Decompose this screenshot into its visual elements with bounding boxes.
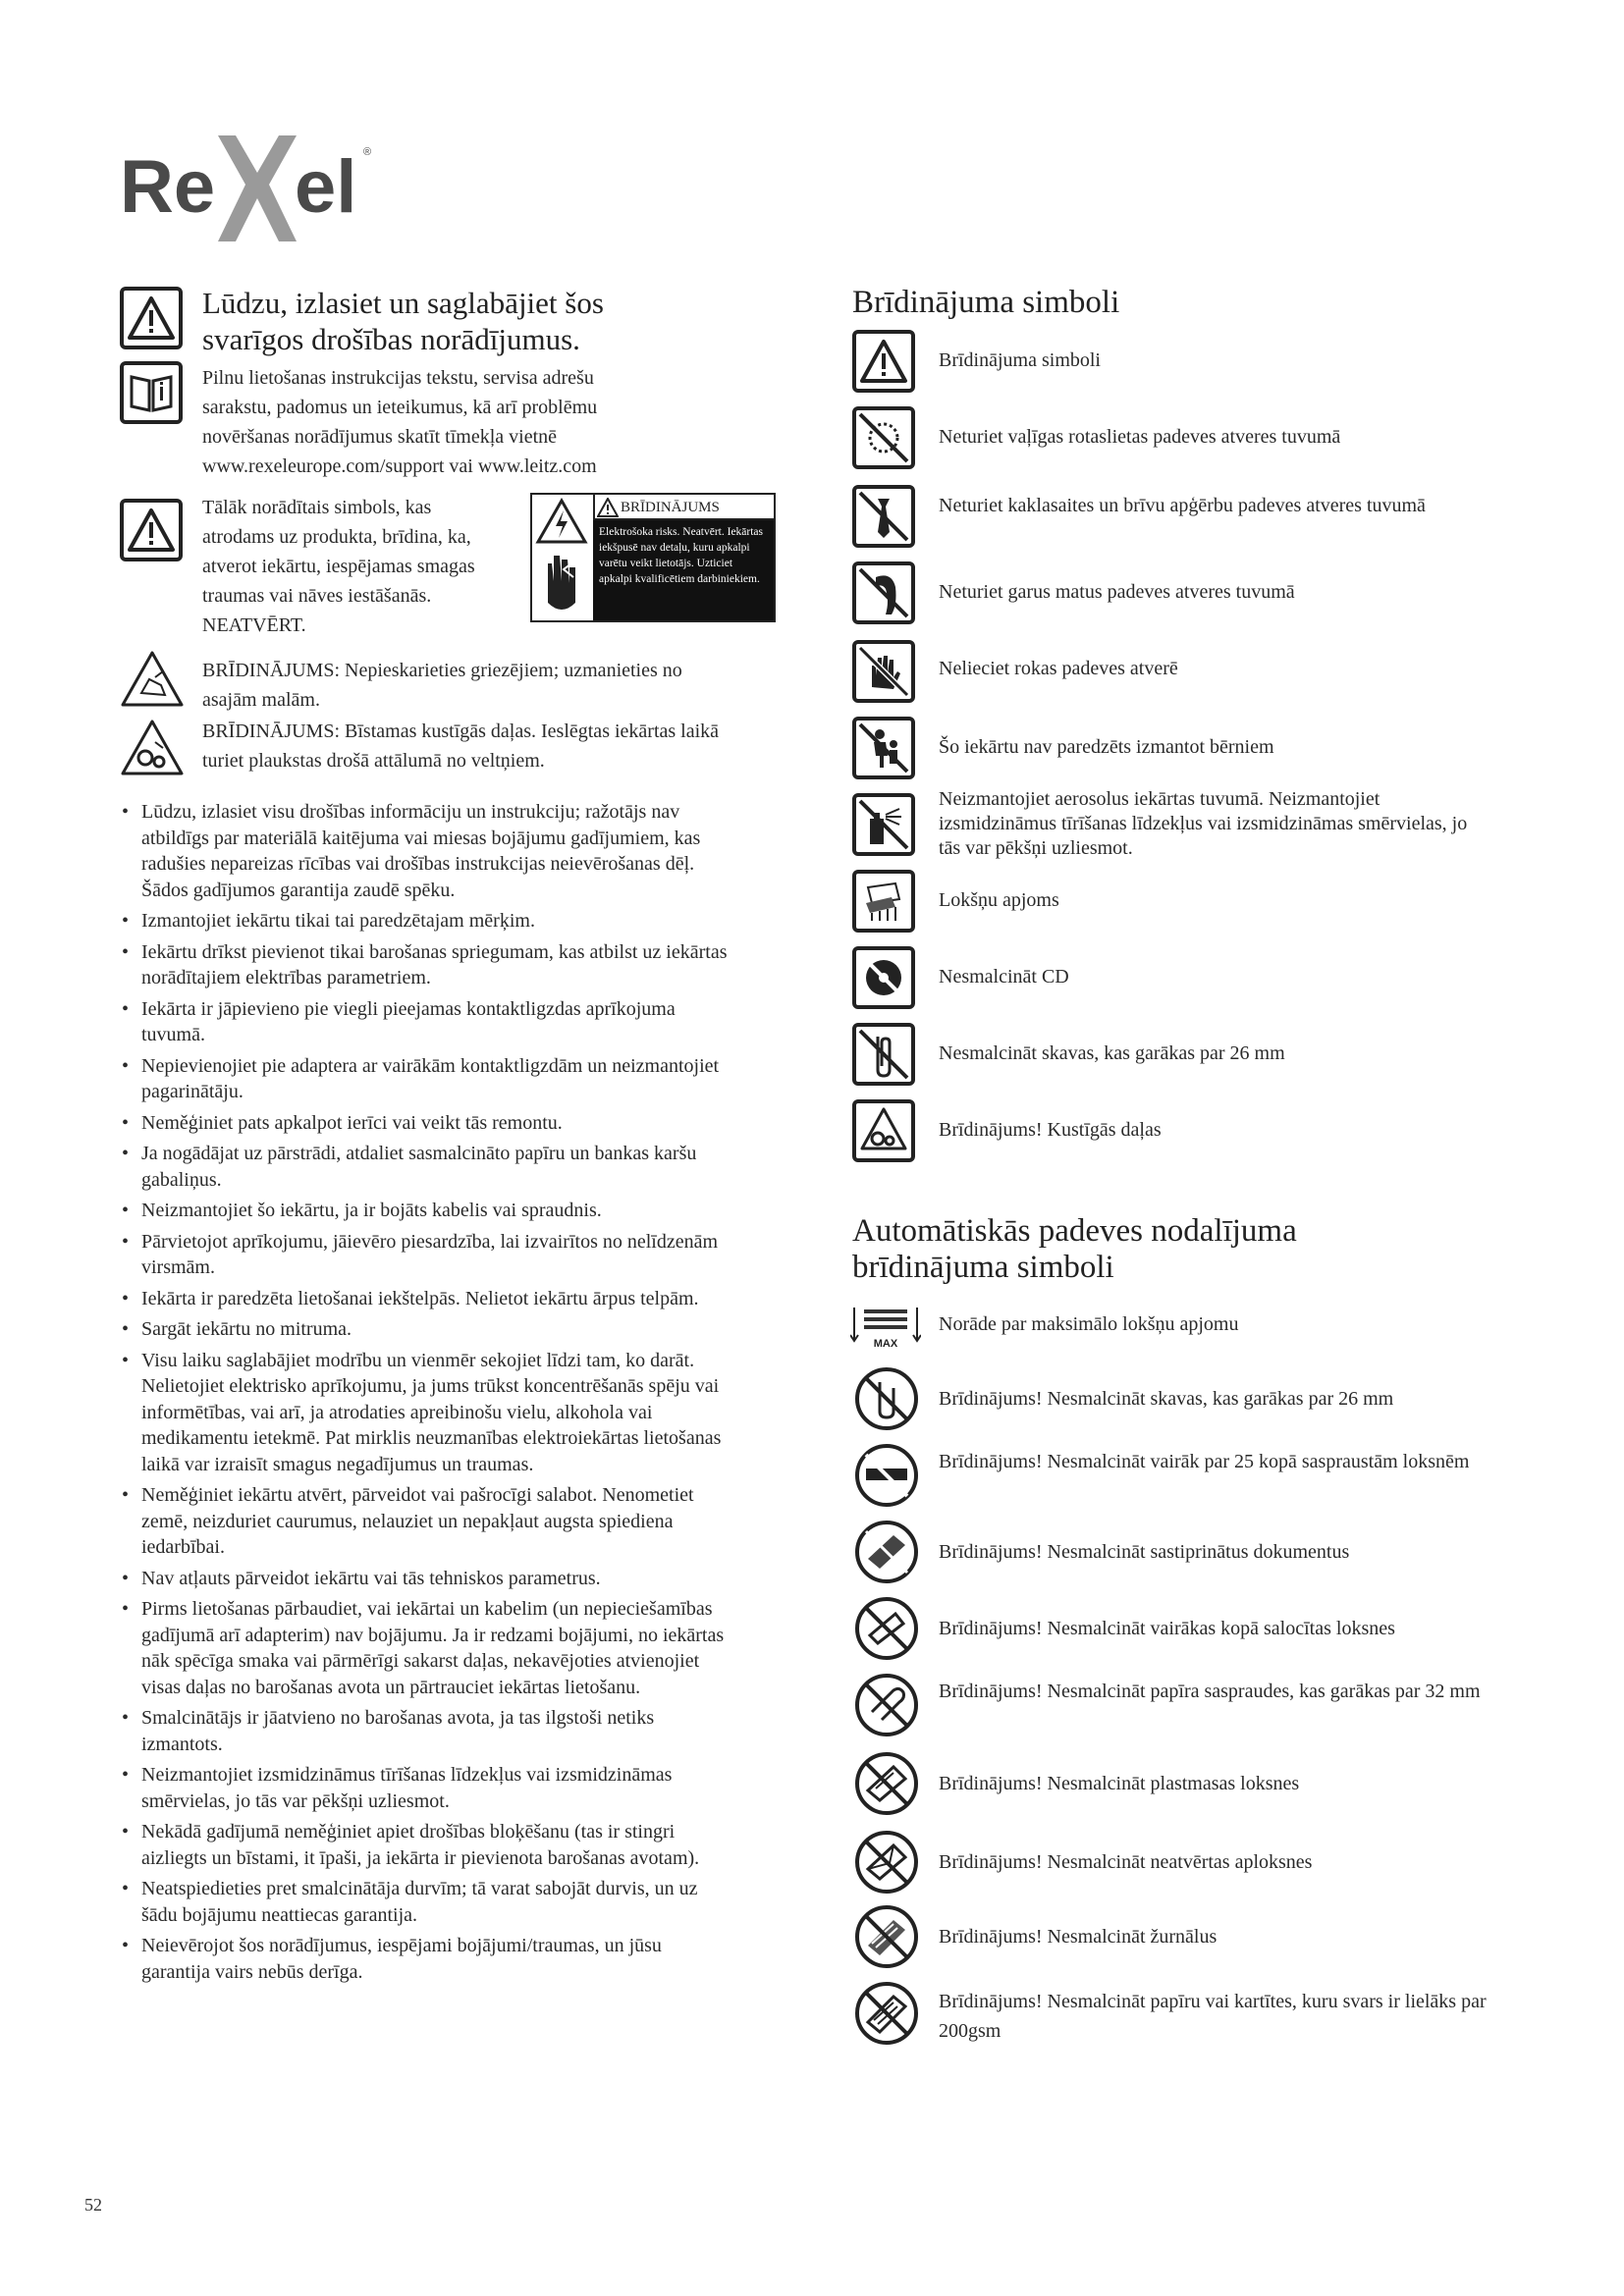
- list-item: • Izmantojiet iekārtu tikai tai paredzētajam mērķim.: [120, 908, 729, 934]
- svg-text:Re: Re: [120, 145, 216, 229]
- symbol-text: Lokšņu apjoms: [939, 889, 1059, 911]
- no-staples-circle-icon: [854, 1366, 919, 1431]
- symbol-text: Brīdinājums! Nesmalcināt sastiprinātus dokumentus: [939, 1541, 1350, 1563]
- no-staples-icon: [852, 1023, 915, 1086]
- symbol-text: Brīdinājums! Nesmalcināt plastmasas loksnes: [939, 1773, 1300, 1794]
- symbol-text: Brīdinājums! Nesmalcināt vairākas kopā salocītas loksnes: [939, 1618, 1395, 1639]
- svg-text:®: ®: [363, 146, 372, 158]
- list-item: • Lūdzu, izlasiet visu drošības informāciju un instrukciju; ražotājs nav atbildīgs par materiālā kaitējuma vai miesas bojājumu gadījumiem, kas radušies nepareizas rīcības vai drošības instrukcijas neievērošanas dēļ. Šādos gadījumos garantija zaudē spēku.: [120, 799, 729, 903]
- list-item: • Neievērojot šos norādījumus, iespējami bojājumi/traumas, un jūsu garantija vairs nebūs derīga.: [120, 1933, 729, 1985]
- page-number: 52: [84, 2195, 102, 2215]
- symbol-text: Brīdinājums! Nesmalcināt papīru vai kartītes, kuru svars ir lielāks par 200gsm: [939, 1991, 1487, 2042]
- list-item: • Nekādā gadījumā neměģiniet apiet drošības bloķēšanu (tas ir stingri aizliegts un bīstami, it īpaši, ja iekārta ir pievienota barošanas avotam).: [120, 1819, 729, 1871]
- symbol-text: Neturiet kaklasaites un brīvu apģērbu padeves atveres tuvumā: [939, 495, 1426, 516]
- symbol-text: Brīdinājuma simboli: [939, 349, 1101, 371]
- no-bound-docs-icon: [854, 1520, 919, 1584]
- list-item: • Neměģiniet pats apkalpot ierīci vai veikt tās remontu.: [120, 1110, 729, 1137]
- warning-moving-parts: BRĪDINĀJUMS: Bīstamas kustīgās daļas. Ieslēgtas iekārtas laikā turiet plaukstas drošā attālumā no veltņiem.: [202, 721, 720, 772]
- no-hands-icon: [852, 640, 915, 703]
- list-item: • Iekārta ir jāpievieno pie viegli pieejamas kontaktligzdas aprīkojuma tuvumā.: [120, 996, 729, 1048]
- svg-text:el: el: [295, 145, 357, 229]
- warning-small-icon: [597, 498, 619, 517]
- list-item: • Nepievienojiet pie adaptera ar vairākām kontaktligzdām un neizmantojiet pagarinātāju.: [120, 1053, 729, 1105]
- warning-triangle-icon: [120, 499, 183, 561]
- no-envelopes-icon: [854, 1830, 919, 1895]
- list-item: • Iekārtu drīkst pievienot tikai barošanas spriegumam, kas atbilst uz iekārtas norādītajiem elektrības parametriem.: [120, 939, 729, 991]
- no-aerosol-icon: [852, 793, 915, 856]
- max-label: MAX: [873, 1338, 898, 1350]
- cutting-hazard-icon: [120, 650, 185, 709]
- no-folded-sheets-icon: [854, 1596, 919, 1661]
- warning-label-body: Elektrošoka risks. Neatvērt. Iekārtas iekšpusē nav detaļu, kuru apkalpi varētu veikt lietotājs. Uzticiet apkalpi kvalificētiem darbiniekiem.: [593, 520, 774, 620]
- symbol-text: Nelieciet rokas padeves atverē: [939, 658, 1178, 679]
- list-item: • Neizmantojiet izsmidzināmus tīrīšanas līdzekļus vai izsmidzināmas smērvielas, jo tās var pēkšņi uzliesmot.: [120, 1762, 729, 1814]
- no-cd-icon: [852, 946, 915, 1009]
- max-sheets-icon: [850, 1306, 921, 1351]
- list-item: • Smalcinātājs ir jāatvieno no barošanas avota, ja tas ilgstoši netiks izmantots.: [120, 1705, 729, 1757]
- list-item: • Pārvietojot aprīkojumu, jāievēro piesardzība, lai izvairītos no nelīdzenām virsmām.: [120, 1229, 729, 1281]
- safety-title: Lūdzu, izlasiet un saglabājiet šos svarīgos drošības norādījumus.: [202, 286, 604, 356]
- symbol-text: Brīdinājums! Nesmalcināt skavas, kas garākas par 26 mm: [939, 1388, 1394, 1410]
- list-item: • Pirms lietošanas pārbaudiet, vai iekārtai un kabelim (un nepieciešamības gadījumā arī adapterim) nav bojājumu. Ja ir redzami bojājumi, no iekārtas nāk spēcīga smaka vai pārmērīgi sakarst daļas, nekavējoties atvienojiet visas daļas no barošanas avota un pārtrauciet iekārtas lietošanu.: [120, 1596, 729, 1700]
- no-stapled-25-icon: [854, 1443, 919, 1508]
- warning-triangle-icon: [120, 287, 183, 349]
- symbol-text: Brīdinājums! Nesmalcināt vairāk par 25 kopā saspraustām loksnēm: [939, 1451, 1470, 1472]
- warning-triangle-icon: [852, 330, 915, 393]
- list-item: • Sargāt iekārtu no mitruma.: [120, 1316, 729, 1343]
- symbol-text: Šo iekārtu nav paredzēts izmantot bērniem: [939, 736, 1274, 758]
- warning-label-header: BRĪDINĀJUMS: [593, 495, 774, 520]
- warning-symbols-heading: Brīdinājuma simboli: [852, 285, 1120, 320]
- no-plastic-sheets-icon: [854, 1751, 919, 1816]
- no-jewelry-icon: [852, 406, 915, 469]
- moving-parts-icon: [852, 1099, 915, 1162]
- list-item: • Neatspiedieties pret smalcinātāja durvīm; tā varat sabojāt durvis, un uz šādu bojājumu neattiecas garantija.: [120, 1876, 729, 1928]
- symbol-text: Brīdinājums! Kustīgās daļas: [939, 1119, 1162, 1141]
- symbol-text: Nesmalcināt skavas, kas garākas par 26 mm: [939, 1042, 1285, 1064]
- no-children-icon: [852, 717, 915, 779]
- symbol-text: Neturiet garus matus padeves atveres tuvumā: [939, 581, 1295, 603]
- symbol-text: Nesmalcināt CD: [939, 966, 1069, 988]
- symbol-note: Tālāk norādītais simbols, kas atrodams uz produkta, brīdina, ka, atverot iekārtu, iespējamas smagas traumas vai nāves iestāšanās. NEATVĒRT.: [202, 497, 475, 636]
- symbol-text: Neturiet vaļīgas rotaslietas padeves atveres tuvumā: [939, 426, 1341, 448]
- manual-book-icon: [120, 361, 183, 424]
- moving-parts-icon: [120, 719, 185, 777]
- auto-feed-heading: Automātiskās padeves nodalījuma brīdinājuma simboli: [852, 1213, 1297, 1285]
- rexel-logo: [120, 116, 385, 253]
- intro-text: Pilnu lietošanas instrukcijas tekstu, servisa adrešu sarakstu, padomus un ieteikumus, kā arī problēmu novēršanas norādījumus skatīt tīmekļa vietnē www.rexeleurope.com/support vai www.leitz.com: [202, 367, 598, 477]
- no-magazines-icon: [854, 1904, 919, 1969]
- symbol-text: Neizmantojiet aerosolus iekārtas tuvumā. Neizmantojiet izsmidzināmus tīrīšanas līdzekļus vai izsmidzināmas smērvielas, jo tās var pēkšņi uzliesmot.: [939, 788, 1468, 859]
- no-long-hair-icon: [852, 561, 915, 624]
- warning-label: [530, 493, 776, 622]
- no-heavy-card-icon: [854, 1981, 919, 2046]
- no-tie-icon: [852, 485, 915, 548]
- symbol-text: Brīdinājums! Nesmalcināt papīra saspraudes, kas garākas par 32 mm: [939, 1681, 1481, 1702]
- symbol-text: Brīdinājums! Nesmalcināt neatvērtas aploksnes: [939, 1851, 1313, 1873]
- list-item: • Neizmantojiet šo iekārtu, ja ir bojāts kabelis vai spraudnis.: [120, 1198, 729, 1224]
- symbol-text: Norāde par maksimālo lokšņu apjomu: [939, 1313, 1239, 1335]
- warning-cutters: BRĪDINĀJUMS: Nepieskarieties griezējiem; uzmanieties no asajām malām.: [202, 660, 682, 711]
- safety-bullet-list: [120, 799, 729, 1990]
- sheet-capacity-icon: [852, 870, 915, 933]
- list-item: • Neměģiniet iekārtu atvērt, pārveidot vai pašrocīgi salabot. Nenometiet zemē, neizduriet caurumus, nelauziet un nepakļaut augsta spiediena iedarbībai.: [120, 1482, 729, 1561]
- list-item: • Nav atļauts pārveidot iekārtu vai tās tehniskos parametrus.: [120, 1566, 729, 1592]
- symbol-text: Brīdinājums! Nesmalcināt žurnālus: [939, 1926, 1218, 1948]
- list-item: • Iekārta ir paredzēta lietošanai iekštelpās. Nelietot iekārtu ārpus telpām.: [120, 1286, 729, 1312]
- list-item: • Ja nogādājat uz pārstrādi, atdaliet sasmalcināto papīru un bankas karšu gabaliņus.: [120, 1141, 729, 1193]
- list-item: • Visu laiku saglabājiet modrību un vienmēr sekojiet līdzi tam, ko darāt. Nelietojiet elektrisko aprīkojumu, ja jums trūkst koncentrēšanās spēju vai informētības, vai arī, ja atrodaties apreibinošu vielu, alkohola vai medikamentu ietekmē. Pat mirklis neuzmanības elektroiekārtas lietošanas laikā var izraisīt smagus negadījumus un traumas.: [120, 1348, 729, 1478]
- no-paperclips-icon: [854, 1673, 919, 1737]
